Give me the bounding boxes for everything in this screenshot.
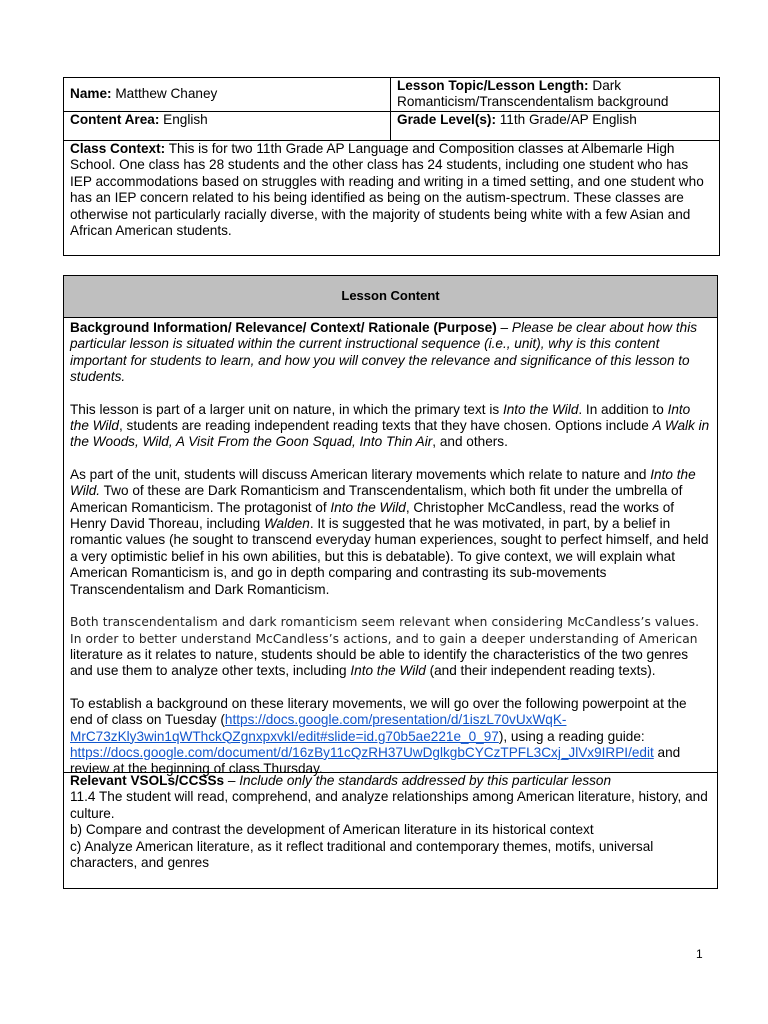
topic-value: Dark (592, 78, 622, 93)
paragraph-relevance (70, 614, 711, 680)
class-context-cell (64, 141, 720, 256)
text-run: Both transcendentalism and dark romanticism seem relevant when considering McCandless’s values. In order to better understand McCandless’s actions, and to gain a deeper understanding of American (70, 615, 700, 646)
name-cell (64, 78, 391, 112)
content-area-label: Content Area: (70, 112, 160, 127)
text-run: literature as it relates to nature, students should be able to identify the characteristics of the two genres and use them to analyze other texts, including (70, 646, 689, 679)
lesson-content-heading: Lesson Content (64, 276, 717, 318)
powerpoint-link[interactable]: https://docs.google.com/presentation/d/1iszL70vUxWqK-MrC73zKly3win1qWThckQZgnxpxvkI/edit#slide=id.g70b5ae221e_0_97 (70, 712, 567, 744)
grade-value: 11th Grade/AP English (499, 112, 637, 127)
grade-cell (391, 112, 720, 141)
text-run: As part of the unit, students will discuss American literary movements which relate to nature and (70, 466, 651, 482)
text-run: and review at the beginning of class Thursday. (70, 744, 681, 777)
text-run: , and others. (432, 434, 508, 450)
standard-c: c) Analyze American literature, as it reflect traditional and contemporary themes, motifs, universal characters, and genres (70, 838, 654, 871)
standards-section (64, 773, 717, 871)
topic-label: Lesson Topic/Lesson Length: (397, 78, 589, 93)
book-titles: A Walk in the Woods, Wild, A Visit From the Goon Squad, Into Thin Air (70, 418, 710, 450)
book-title: Into the Wild (70, 401, 691, 434)
background-label: Background Information/ Relevance/ Context/ Rationale (Purpose) (70, 320, 497, 335)
text-run: . It is suggested that he was motivated, in part, by a belief in romantic values (he sought to transcend everyday human experiences, sought to perfect himself, and held a very optimistic belief in his own abilities, but this is debatable). To give context, we will explain what American Romanticism is, and go in depth comparing and contrasting its sub-movements Transcendentalism and Dark Romanticism. (70, 516, 709, 597)
name-value: Matthew Chaney (115, 86, 218, 102)
text-run: . In addition to (578, 401, 668, 417)
text-run: ), using a reading guide: (498, 728, 645, 744)
paragraph-literary-movements (70, 467, 711, 598)
text-run: To establish a background on these literary movements, we will go over the following powerpoint at the end of class on Tuesday ( (70, 695, 687, 728)
standards-dash: – (224, 773, 240, 788)
name-label: Name: (70, 86, 112, 102)
background-heading (70, 320, 711, 386)
lesson-info-table (63, 77, 720, 256)
background-dash: – (496, 320, 512, 335)
background-section (64, 318, 717, 777)
standard-11-4: 11.4 The student will read, comprehend, and analyze relationships among American literature, history, and culture. (70, 789, 708, 821)
standard-b: b) Compare and contrast the development of American literature in its historical context (70, 822, 594, 838)
topic-cell (391, 78, 720, 112)
class-context-text: This is for two 11th Grade AP Language and Composition classes at Albemarle High School. One class has 28 students and the other class has 24 students, including one student who has IEP accommodations based on struggles with reading and writing in a timed setting, and one student who has an IEP concern related to his being identified as being on the autism-spectrum. These classes are otherwise not particularly racially diverse, with the majority of students being white with a few Asian and African American students. (70, 141, 704, 239)
standards-prompt: Include only the standards addressed by this particular lesson (239, 773, 612, 788)
text-run: , Christopher McCandless, read the works of Henry David Thoreau, including (70, 499, 675, 532)
paragraph-powerpoint (70, 696, 711, 778)
book-title: Walden (263, 516, 310, 532)
text-run: Two of these are Dark Romanticism and Transcendentalism, which both fit under the umbrella of American Romanticism. The protagonist of (70, 483, 683, 515)
text-run: (and their independent reading texts). (425, 663, 656, 679)
topic-value-cont: Romanticism/Transcendentalism background (397, 94, 669, 110)
standards-label: Relevant VSOLs/CCSSs (70, 773, 225, 788)
text-run: This lesson is part of a larger unit on nature, in which the primary text is (70, 401, 503, 417)
class-context-label: Class Context: (70, 141, 166, 156)
content-area-cell (64, 112, 391, 141)
page-number: 1 (696, 947, 703, 961)
book-title: Into the Wild (502, 401, 579, 417)
book-title: Into the Wild (350, 663, 426, 679)
content-area-value: English (163, 112, 208, 127)
background-prompt: Please be clear about how this particular lesson is situated within the current instructional sequence (i.e., unit), why is this content important for students to learn, and how you will convey the relevance and significance of this lesson to students. (70, 320, 698, 385)
reading-guide-link[interactable]: https://docs.google.com/document/d/16zBy11cQzRH37UwDglkgbCYCzTPFL3Cxj_JlVx9IRPI/edit (70, 744, 654, 760)
text-run: , students are reading independent reading texts that they have chosen. Options include (119, 418, 653, 434)
paragraph-unit-overview (70, 402, 711, 451)
grade-label: Grade Level(s): (397, 112, 496, 127)
book-title: Into the Wild. (70, 466, 696, 499)
book-title: Into the Wild (330, 499, 406, 515)
lesson-content-table (63, 275, 718, 889)
standards-heading (70, 773, 711, 789)
